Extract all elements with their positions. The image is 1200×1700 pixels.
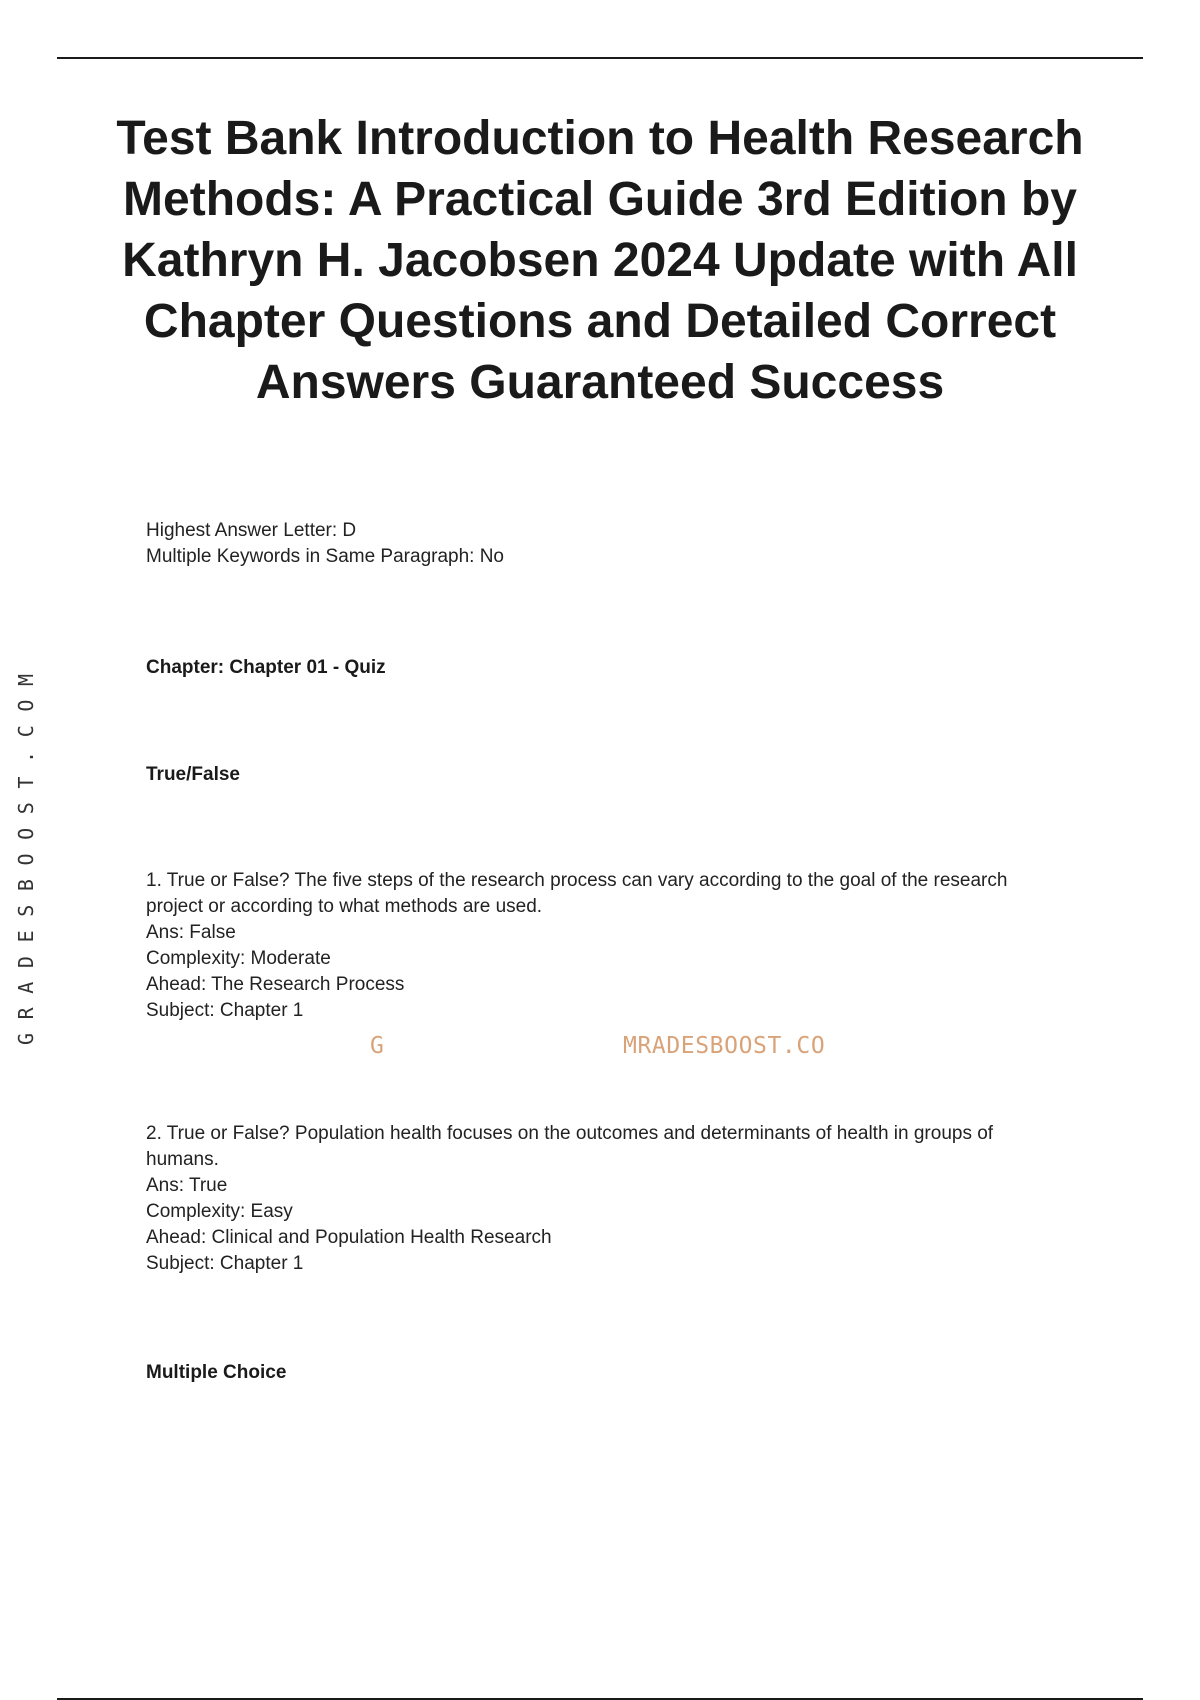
document-title: Test Bank Introduction to Health Research Methods: A Practical Guide 3rd Edition by Kathryn H. Jacobsen 2024 Update with All Chapter Questions and Detailed Correct Answers Guaranteed Success — [116, 112, 1084, 409]
question-ahead: Ahead: The Research Process — [146, 974, 405, 995]
section-heading-true-false: True/False — [146, 764, 240, 785]
question-text: 1. True or False? The five steps of the research process can vary according to the goal of the research project or according to what methods are used. — [146, 870, 1008, 917]
chapter-heading: Chapter: Chapter 01 - Quiz — [146, 657, 386, 678]
question-complexity: Complexity: Easy — [146, 1201, 293, 1222]
side-watermark — [0, 0, 60, 1700]
center-watermark-right: MRADESBOOST.CO — [623, 1033, 826, 1059]
question-answer: Ans: True — [146, 1175, 228, 1196]
question-answer: Ans: False — [146, 922, 236, 943]
side-watermark-text: GRADESBOOST.COM — [14, 660, 38, 1045]
highest-answer-letter: Highest Answer Letter: D — [146, 520, 357, 541]
question-subject: Subject: Chapter 1 — [146, 1000, 304, 1021]
question-item — [146, 868, 1066, 1024]
question-complexity: Complexity: Moderate — [146, 948, 331, 969]
top-rule — [57, 57, 1143, 59]
question-subject: Subject: Chapter 1 — [146, 1253, 304, 1274]
meta-block — [146, 518, 1066, 570]
question-ahead: Ahead: Clinical and Population Health Research — [146, 1227, 552, 1248]
question-text: 2. True or False? Population health focuses on the outcomes and determinants of health in groups of humans. — [146, 1123, 994, 1170]
center-watermark-left: G — [370, 1033, 384, 1059]
multiple-keywords: Multiple Keywords in Same Paragraph: No — [146, 546, 505, 567]
question-item — [146, 1121, 1066, 1277]
section-heading-multiple-choice: Multiple Choice — [146, 1362, 287, 1383]
